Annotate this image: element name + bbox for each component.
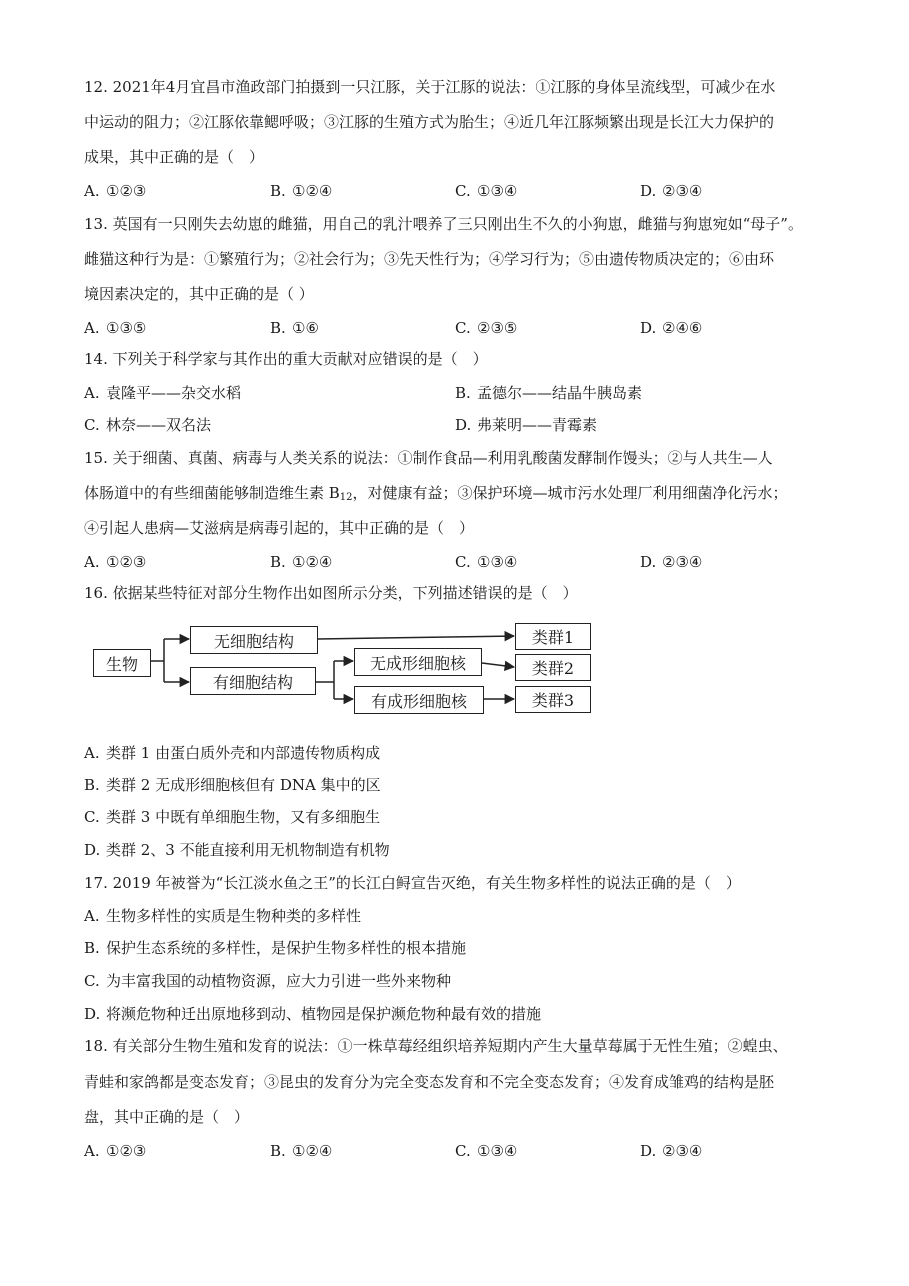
option-b: B. 类群 2 无成形细胞核但有 DNA 集中的区	[84, 776, 381, 794]
option-b: B. ①②④	[270, 182, 333, 200]
question-text-line: 雌猫这种行为是：①繁殖行为；②社会行为；③先天性行为；④学习行为；⑤由遗传物质决定的；⑥由环	[84, 250, 775, 268]
option-d: D. ②④⑥	[640, 319, 703, 337]
question-text-line: 12. 2021年4月宜昌市渔政部门拍摄到一只江豚，关于江豚的说法：①江豚的身体呈流线型，可减少在水	[84, 78, 776, 96]
option-d: D. ②③④	[640, 182, 703, 200]
option-a: A. ①②③	[84, 553, 147, 571]
option-b: B. 保护生态系统的多样性，是保护生物多样性的根本措施	[84, 939, 467, 957]
option-a: A. 袁隆平——杂交水稻	[84, 384, 242, 402]
diagram-box-root: 生物	[93, 649, 151, 677]
option-c: C. 林奈——双名法	[84, 416, 212, 434]
option-b: B. 孟德尔——结晶牛胰岛素	[455, 384, 643, 402]
option-d: D. 类群 2、3 不能直接利用无机物制造有机物	[84, 841, 390, 859]
question-text-line: 16. 依据某些特征对部分生物作出如图所示分类，下列描述错误的是（ ）	[84, 584, 578, 602]
question-text-line: 17. 2019 年被誉为“长江淡水鱼之王”的长江白鲟宣告灭绝，有关生物多样性的说法正确的是（ ）	[84, 874, 741, 892]
diagram-box-group1: 类群1	[515, 623, 591, 650]
question-text-line: 18. 有关部分生物生殖和发育的说法：①一株草莓经组织培养短期内产生大量草莓属于无性生殖；②蝗虫、	[84, 1037, 788, 1055]
question-text-line: 青蛙和家鸽都是变态发育；③昆虫的发育分为完全变态发育和不完全变态发育；④发育成雏鸡的结构是胚	[84, 1073, 775, 1091]
option-c: C. ①③④	[455, 1142, 518, 1160]
option-d: D. 将濒危物种迁出原地移到动、植物园是保护濒危物种最有效的措施	[84, 1005, 542, 1023]
question-text-line: 盘，其中正确的是（ ）	[84, 1108, 250, 1126]
diagram-box-no-cell: 无细胞结构	[190, 626, 318, 654]
diagram-box-no-nucleus: 无成形细胞核	[354, 648, 482, 676]
option-c: C. ①③④	[455, 553, 518, 571]
question-text-line: 境因素决定的，其中正确的是（ ）	[84, 285, 314, 303]
question-text-line: ④引起人患病—艾滋病是病毒引起的，其中正确的是（ ）	[84, 519, 475, 537]
option-a: A. 类群 1 由蛋白质外壳和内部遗传物质构成	[84, 744, 381, 762]
option-c: C. 类群 3 中既有单细胞生物，又有多细胞生	[84, 808, 381, 826]
question-text-line: 中运动的阻力；②江豚依靠鳃呼吸；③江豚的生殖方式为胎生；④近几年江豚频繁出现是长江大力保护的	[84, 113, 775, 131]
question-text-line: 成果，其中正确的是（ ）	[84, 148, 265, 166]
diagram-box-group2: 类群2	[515, 654, 591, 681]
option-a: A. ①②③	[84, 182, 147, 200]
diagram-box-group3: 类群3	[515, 686, 591, 713]
question-text-line: 体肠道中的有些细菌能够制造维生素 $B_{12}$，对健康有益；③保护环境—城市污水处理厂利用细菌净化污水；	[84, 484, 788, 503]
question-text-line: 15. 关于细菌、真菌、病毒与人类关系的说法：①制作食品—利用乳酸菌发酵制作馒头；②与人共生—人	[84, 449, 773, 467]
question-text-line: 14. 下列关于科学家与其作出的重大贡献对应错误的是（ ）	[84, 350, 488, 368]
diagram-box-has-cell: 有细胞结构	[190, 667, 316, 695]
option-d: D. ②③④	[640, 1142, 703, 1160]
option-b: B. ①②④	[270, 1142, 333, 1160]
option-b: B. ①⑥	[270, 319, 319, 337]
option-a: A. 生物多样性的实质是生物种类的多样性	[84, 907, 362, 925]
option-c: C. 为丰富我国的动植物资源，应大力引进一些外来物种	[84, 972, 452, 990]
option-b: B. ①②④	[270, 553, 333, 571]
option-a: A. ①③⑤	[84, 319, 147, 337]
diagram-box-has-nucleus: 有成形细胞核	[354, 686, 484, 714]
option-c: C. ①③④	[455, 182, 518, 200]
option-a: A. ①②③	[84, 1142, 147, 1160]
option-d: D. 弗莱明——青霉素	[455, 416, 598, 434]
option-d: D. ②③④	[640, 553, 703, 571]
option-c: C. ②③⑤	[455, 319, 518, 337]
question-text-line: 13. 英国有一只刚失去幼崽的雌猫，用自己的乳汁喂养了三只刚出生不久的小狗崽，雌猫与狗崽宛如“母子”。	[84, 215, 803, 233]
